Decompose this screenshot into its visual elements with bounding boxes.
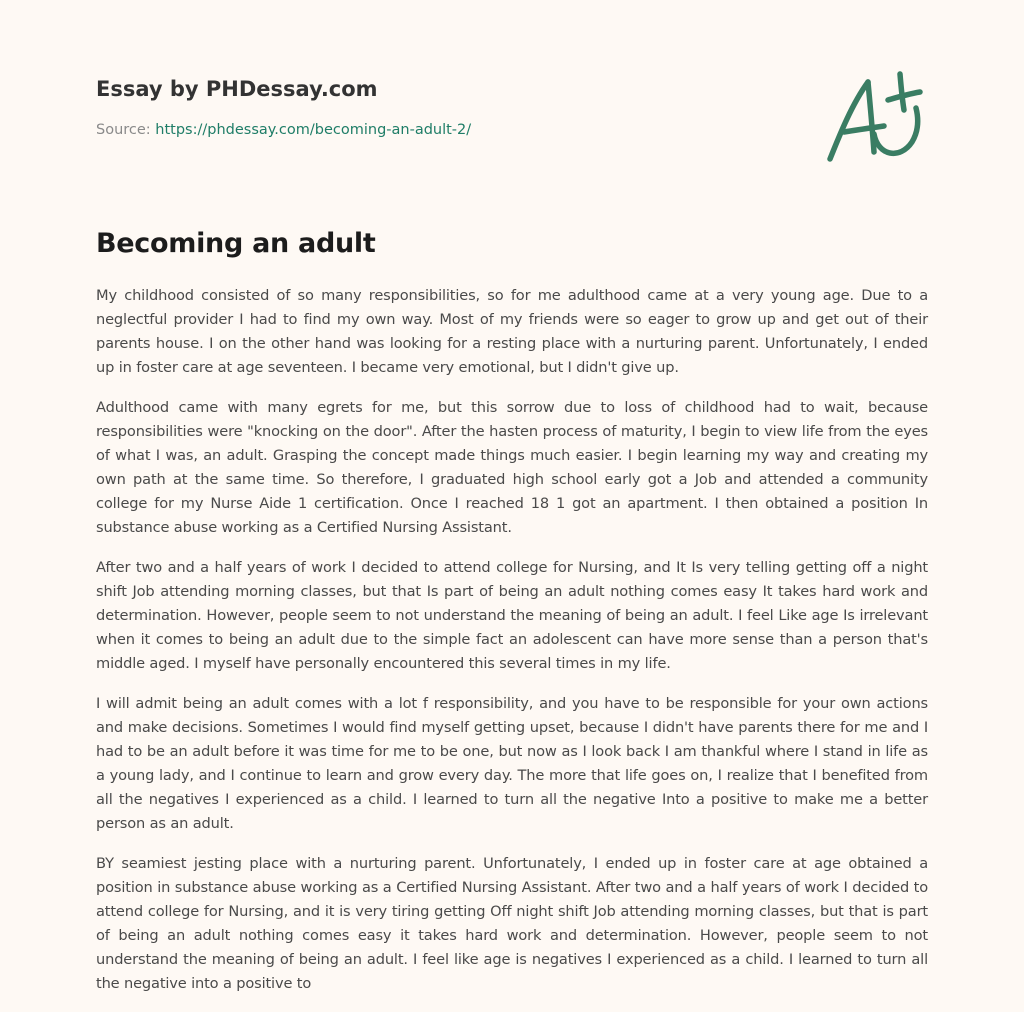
a-plus-grade-icon bbox=[820, 64, 930, 168]
essay-paragraph: I will admit being an adult comes with a lot f responsibility, and you have to be responsible for your own actions and make decisions. Sometimes I would find myself getting upset, because I didn't have parents there for me and I had to be an adult before it was time for me to be one, but now as I look back I am thankful where I stand in life as a young lady, and I continue to learn and grow every day. The more that life goes on, I realize that I benefited from all the negatives I experienced as a child. I learned to turn all the negative Into a positive to make me a better person as an adult. bbox=[96, 695, 928, 832]
essay-paragraph: After two and a half years of work I decided to attend college for Nursing, and It Is very telling getting off a night shift Job attending morning classes, but that Is part of being an adult nothing comes easy It takes hard work and determination. However, people seem to not understand the meaning of being an adult. I feel Like age Is irrelevant when it comes to being an adult due to the simple fact an adolescent can have more sense than a person that's middle aged. I myself have personally encountered this several times in my life. bbox=[96, 559, 928, 672]
source-link[interactable]: https://phdessay.com/becoming-an-adult-2/ bbox=[155, 122, 472, 138]
site-title: Essay by PHDessay.com bbox=[96, 77, 378, 101]
essay-title: Becoming an adult bbox=[96, 228, 376, 259]
essay-paragraph: My childhood consisted of so many responsibilities, so for me adulthood came at a very young age. Due to a neglectful provider I had to find my own way. Most of my friends were so eager to grow up and get out of their parents house. I on the other hand was looking for a resting place with a nurturing parent. Unfortunately, I ended up in foster care at age seventeen. I became very emotional, but I didn't give up. bbox=[96, 287, 928, 376]
essay-body bbox=[96, 284, 928, 1012]
essay-paragraph: BY seamiest jesting place with a nurturing parent. Unfortunately, I ended up in foster care at age obtained a position in substance abuse working as a Certified Nursing Assistant. After two and a half years of work I decided to attend college for Nursing, and it is very tiring getting Off night shift Job attending morning classes, but that is part of being an adult nothing comes easy it takes hard work and determination. However, people seem to not understand the meaning of being an adult. I feel like age is negatives I experienced as a child. I learned to turn all the negative into a positive to bbox=[96, 855, 928, 992]
source-label: Source: bbox=[96, 122, 156, 138]
essay-paragraph: Adulthood came with many egrets for me, but this sorrow due to loss of childhood had to wait, because responsibilities were "knocking on the door". After the hasten process of maturity, I begin to view life from the eyes of what I was, an adult. Grasping the concept made things much easier. I begin learning my way and creating my own path at the same time. So therefore, I graduated high school early got a Job and attended a community college for my Nurse Aide 1 certification. Once I reached 18 1 got an apartment. I then obtained a position In substance abuse working as a Certified Nursing Assistant. bbox=[96, 399, 928, 536]
source-line bbox=[96, 120, 856, 140]
page-header bbox=[96, 74, 856, 140]
